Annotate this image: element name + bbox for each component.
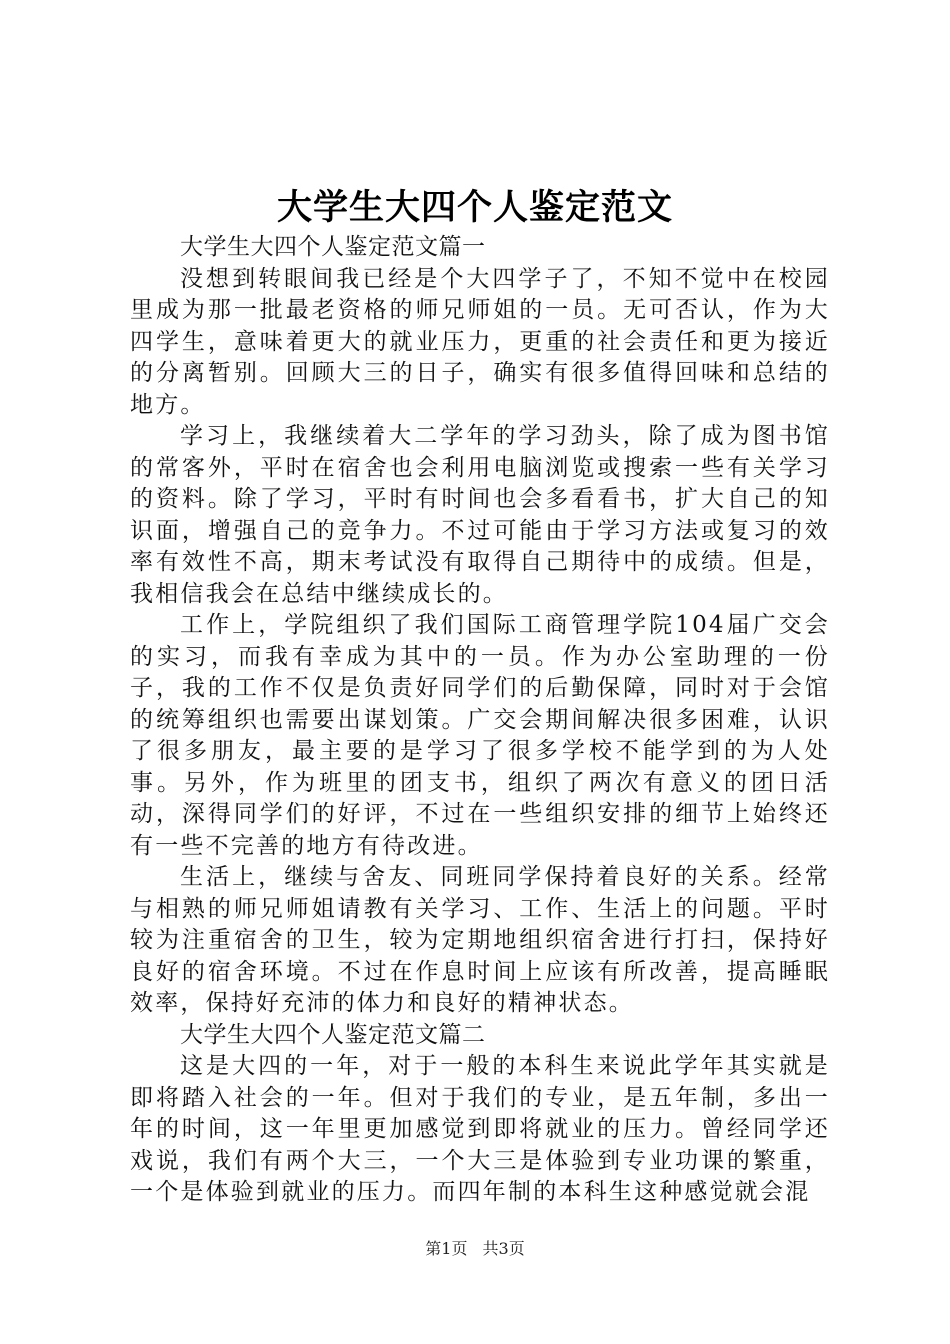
document-title: 大学生大四个人鉴定范文 — [276, 187, 673, 228]
page-footer — [0, 1238, 950, 1260]
paragraph: 工作上，学院组织了我们国际工商管理学院104届广交会的实习，而我有幸成为其中的一员。作为办公室助理的一份子，我的工作不仅是负责好同学们的后勤保障，同时对于会馆的统筹组织也需要出谋划策。广交会期间解决很多困难，认识了很多朋友，最主要的是学习了很多学校不能学到的为人处事。另外，作为班里的团支书，组织了两次有意义的团日活动，深得同学们的好评，不过在一些组织安排的细节上始终还有一些不完善的地方有待改进。 — [130, 612, 830, 859]
document-body — [130, 232, 830, 1209]
section-heading-2: 大学生大四个人鉴定范文篇二 — [180, 1021, 486, 1048]
paragraph: 这是大四的一年，对于一般的本科生来说此学年其实就是即将踏入社会的一年。但对于我们的专业，是五年制，多出一年的时间，这一年里更加感觉到即将就业的压力。曾经同学还戏说，我们有两个大三，一个大三是体验到专业功课的繁重，一个是体验到就业的压力。而四年制的本科生这种感觉就会混 — [130, 1053, 830, 1205]
paragraph: 学习上，我继续着大二学年的学习劲头，除了成为图书馆的常客外，平时在宿舍也会利用电脑浏览或搜索一些有关学习的资料。除了学习，平时有时间也会多看看书，扩大自己的知识面，增强自己的竞争力。不过可能由于学习方法或复习的效率有效性不高，期末考试没有取得自己期待中的成绩。但是，我相信我会在总结中继续成长的。 — [130, 423, 830, 607]
paragraph: 没想到转眼间我已经是个大四学子了，不知不觉中在校园里成为那一批最老资格的师兄师姐的一员。无可否认，作为大四学生，意味着更大的就业压力，更重的社会责任和更为接近的分离暂别。回顾大三的日子，确实有很多值得回味和总结的地方。 — [130, 265, 830, 418]
paragraph: 生活上，继续与舍友、同班同学保持着良好的关系。经常与相熟的师兄师姐请教有关学习、工作、生活上的问题。平时较为注重宿舍的卫生，较为定期地组织宿舍进行打扫，保持好良好的宿舍环境。不过在作息时间上应该有所改善，提高睡眠效率，保持好充沛的体力和良好的精神状态。 — [130, 864, 830, 1016]
section-heading-1: 大学生大四个人鉴定范文篇一 — [180, 234, 486, 260]
page-number: 第1页 — [425, 1239, 468, 1258]
page-total: 共3页 — [482, 1239, 525, 1258]
